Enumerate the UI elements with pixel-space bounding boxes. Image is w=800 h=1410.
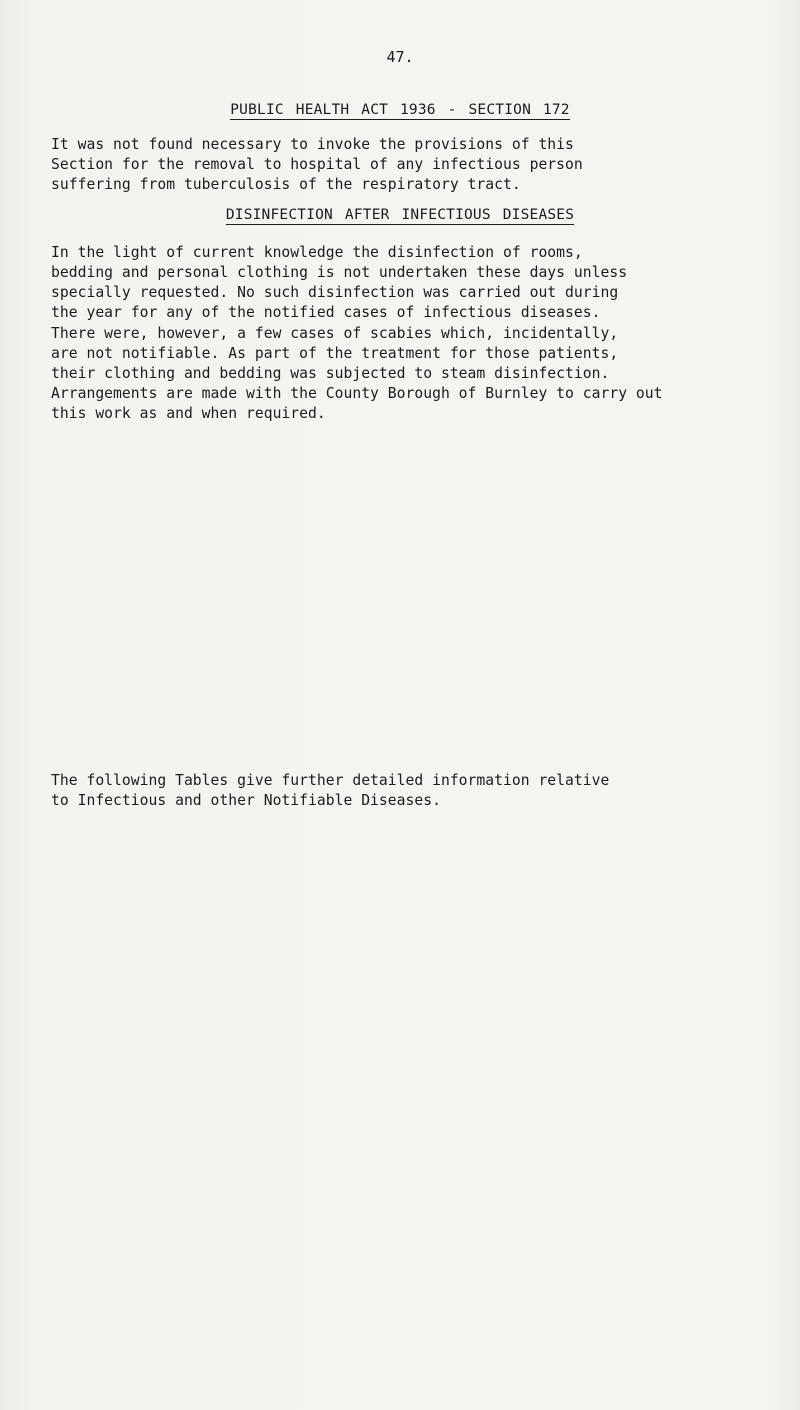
paragraph-section-172 bbox=[51, 135, 756, 195]
section-heading-public-health-act bbox=[0, 102, 800, 118]
text-line: the year for any of the notified cases of infectious diseases. bbox=[51, 304, 601, 321]
text-line: specially requested. No such disinfection was carried out during bbox=[51, 284, 619, 301]
text-line: Arrangements are made with the County Borough of Burnley to carry out bbox=[51, 385, 663, 402]
text-line: this work as and when required. bbox=[51, 405, 326, 422]
text-line: to Infectious and other Notifiable Diseases. bbox=[51, 792, 441, 809]
text-line: It was not found necessary to invoke the provisions of this bbox=[51, 136, 574, 153]
section-heading-disinfection bbox=[0, 207, 800, 223]
section-heading-text: DISINFECTION AFTER INFECTIOUS DISEASES bbox=[225, 207, 575, 223]
paragraph-closing bbox=[51, 771, 756, 811]
text-line: their clothing and bedding was subjected to steam disinfection. bbox=[51, 365, 610, 382]
paragraph-scabies bbox=[51, 324, 756, 424]
text-line: bedding and personal clothing is not undertaken these days unless bbox=[51, 264, 628, 281]
paragraph-disinfection-knowledge bbox=[51, 243, 756, 323]
text-line: are not notifiable. As part of the treatment for those patients, bbox=[51, 345, 619, 362]
text-line: The following Tables give further detailed information relative bbox=[51, 772, 610, 789]
text-line: suffering from tuberculosis of the respiratory tract. bbox=[51, 176, 521, 193]
text-line: In the light of current knowledge the disinfection of rooms, bbox=[51, 244, 583, 261]
page-number: 47. bbox=[386, 48, 414, 66]
text-line: Section for the removal to hospital of any infectious person bbox=[51, 156, 583, 173]
section-heading-text: PUBLIC HEALTH ACT 1936 - SECTION 172 bbox=[230, 102, 570, 118]
text-line: There were, however, a few cases of scabies which, incidentally, bbox=[51, 325, 619, 342]
